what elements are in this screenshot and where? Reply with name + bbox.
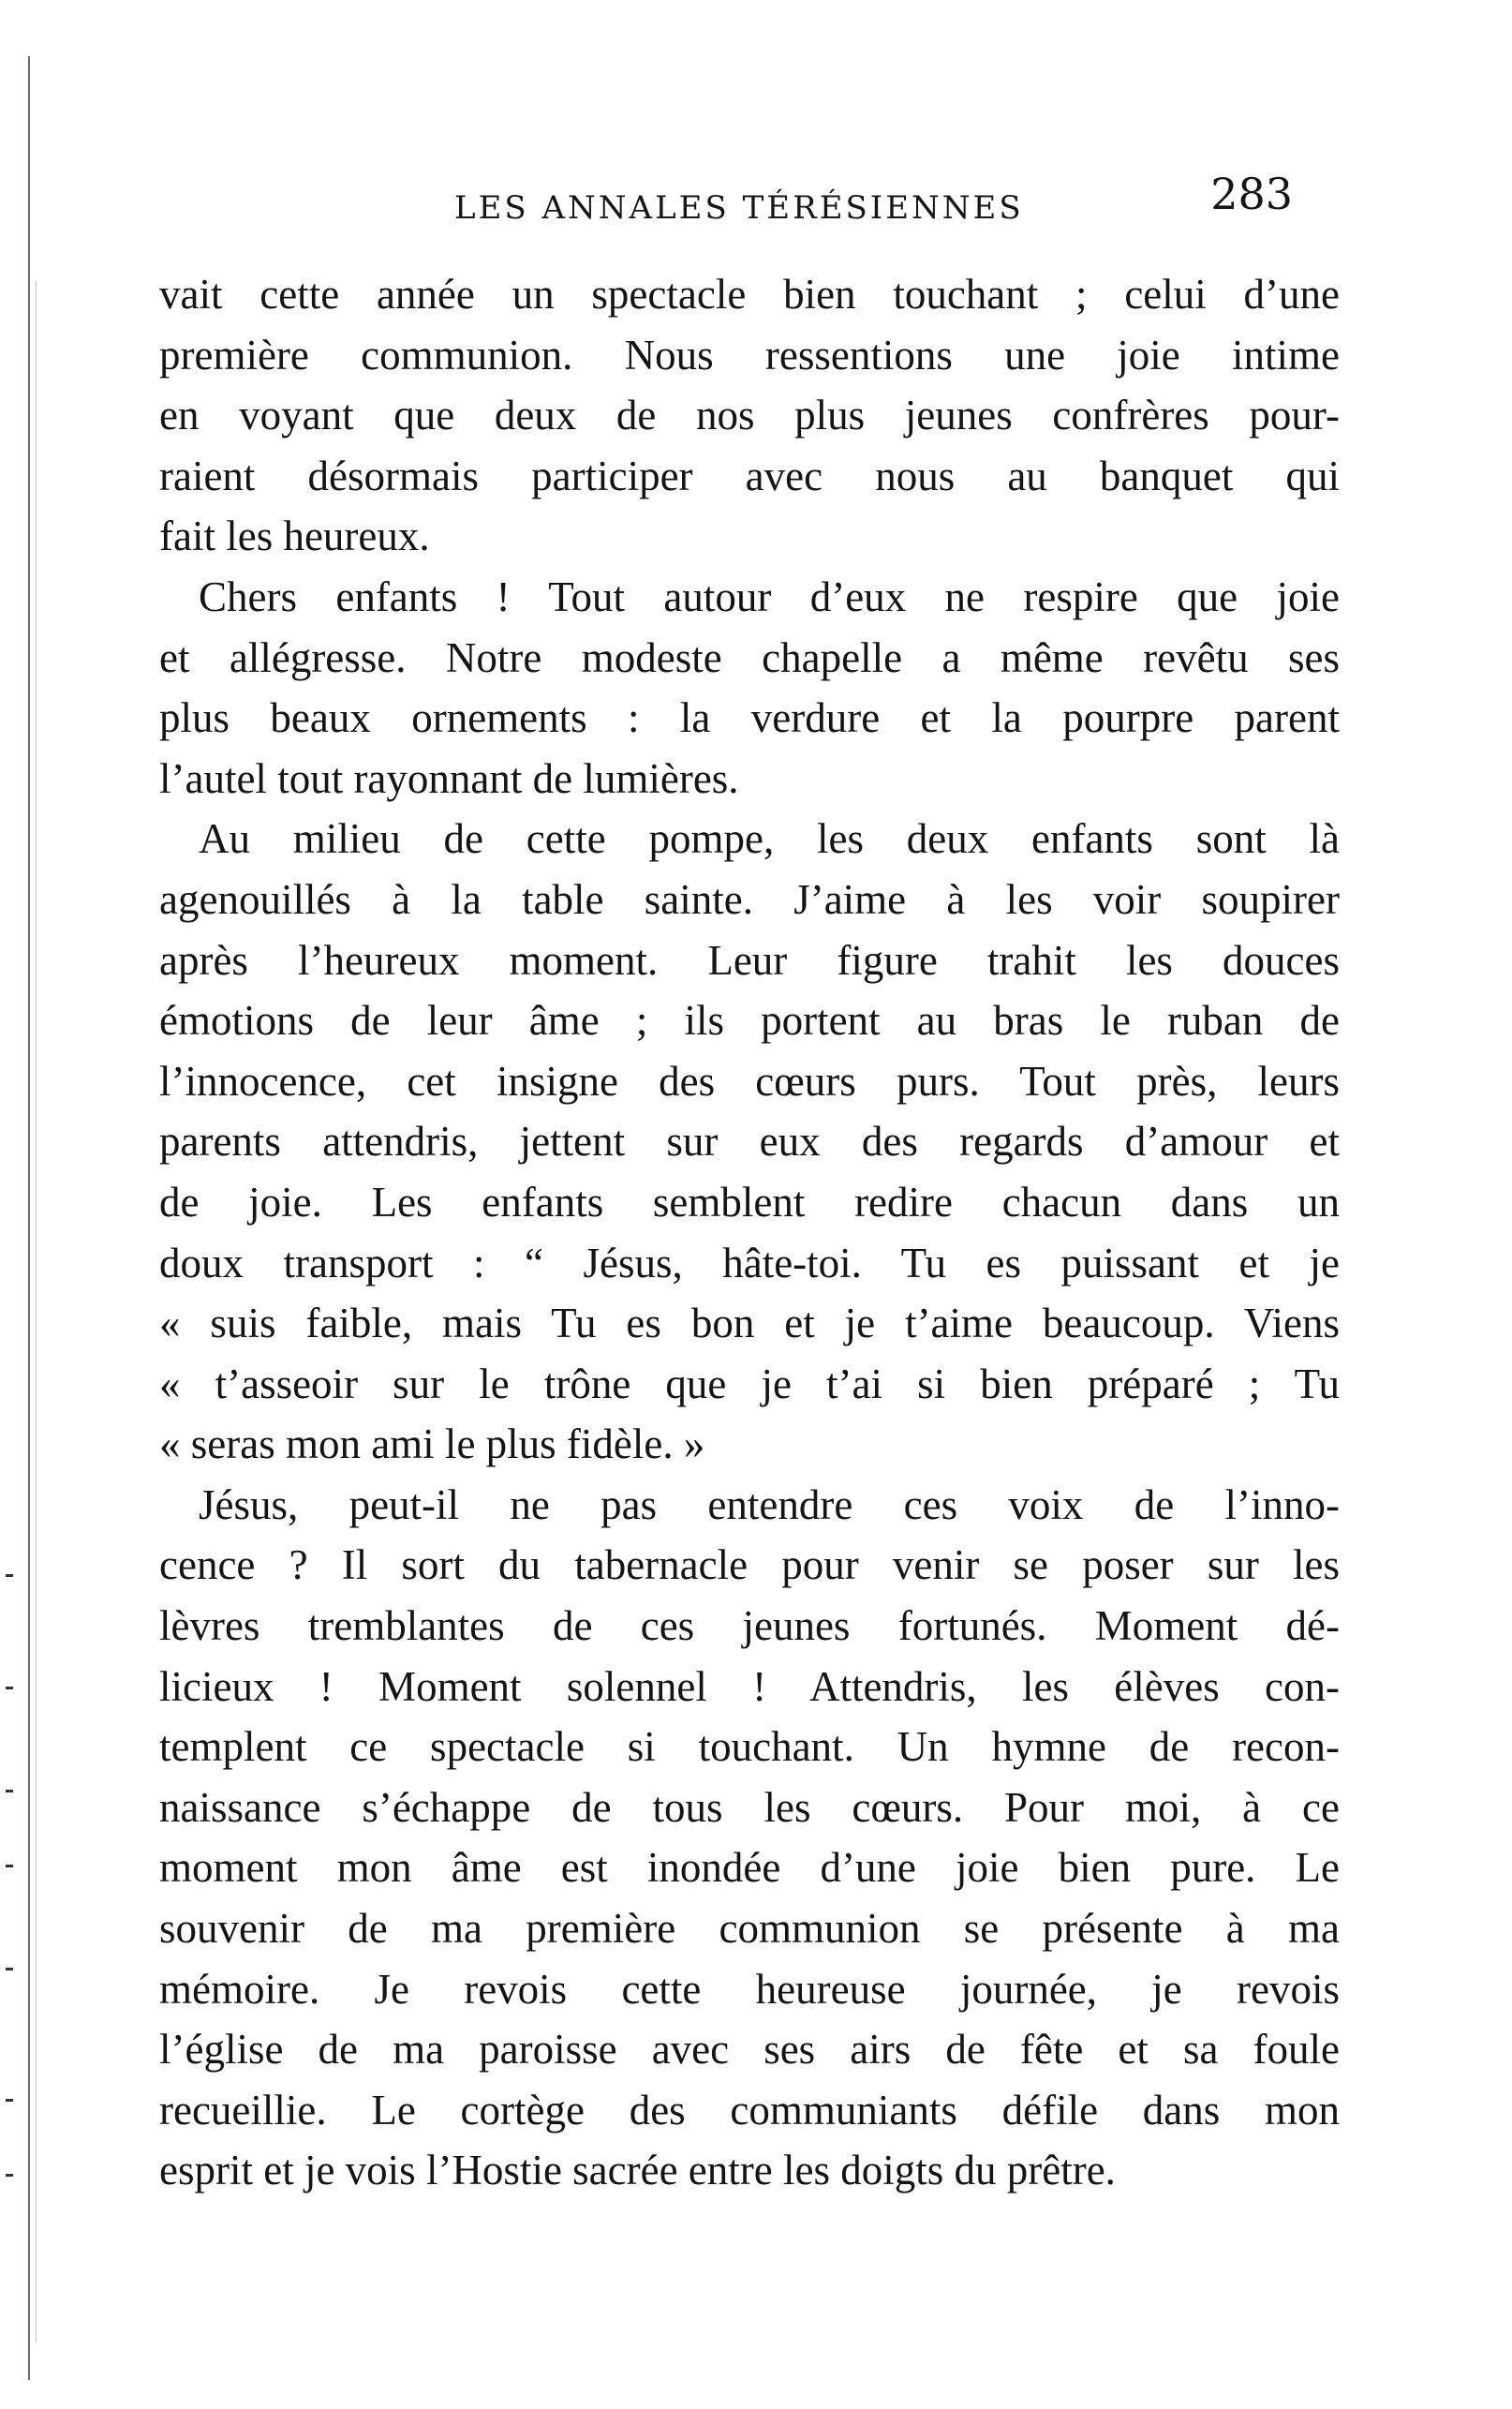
page-header [159, 169, 1358, 253]
text-line: licieux ! Moment solennel ! Attendris, les élèves con- [159, 1662, 1340, 1710]
text-line: esprit et je vois l’Hostie sacrée entre les doigts du prêtre. [159, 2147, 1116, 2194]
text-line: et allégresse. Notre modeste chapelle a même revêtu ses [159, 633, 1340, 681]
text-line: moment mon âme est inondée d’une joie bien pure. Le [159, 1844, 1340, 1892]
text-line: plus beaux ornements : la verdure et la pourpre parent [159, 694, 1340, 742]
text-line: de joie. Les enfants semblent redire chacun dans un [159, 1178, 1340, 1226]
text-line: parents attendris, jettent sur eux des regards d’amour et [159, 1118, 1340, 1166]
paragraph [159, 264, 1340, 567]
text-line: Chers enfants ! Tout autour d’eux ne respire que joie [199, 573, 1340, 620]
page-edge-shadow [36, 281, 37, 2342]
text-line: Au milieu de cette pompe, les deux enfants sont là [199, 815, 1340, 863]
paragraph [159, 809, 1340, 1475]
page-edge-line [28, 56, 30, 2380]
text-line: première communion. Nous ressentions une joie intime [159, 331, 1340, 379]
text-line: après l’heureux moment. Leur figure trahit les douces [159, 936, 1340, 984]
paragraph [159, 1475, 1340, 2201]
text-line: l’église de ma paroisse avec ses airs de fête et sa foule [159, 2026, 1340, 2074]
text-line: fait les heureux. [159, 513, 430, 560]
text-line: recueillie. Le cortège des communiants défile dans mon [159, 2086, 1340, 2134]
body-text [159, 264, 1340, 2201]
text-line: « t’asseoir sur le trône que je t’ai si bien préparé ; Tu [159, 1360, 1340, 1407]
text-line: agenouillés à la table sainte. J’aime à les voir soupirer [159, 875, 1340, 923]
text-line: Jésus, peut-il ne pas entendre ces voix de l’inno- [199, 1480, 1340, 1528]
text-line: cence ? Il sort du tabernacle pour venir se poser sur les [159, 1541, 1340, 1589]
text-line: émotions de leur âme ; ils portent au bras le ruban de [159, 997, 1340, 1045]
text-line: raient désormais participer avec nous au banquet qui [159, 452, 1340, 499]
paragraph [159, 567, 1340, 809]
text-line: l’autel tout rayonnant de lumières. [159, 754, 739, 802]
text-line: « suis faible, mais Tu es bon et je t’aime beaucoup. Viens [159, 1300, 1340, 1347]
page-number: 283 [1210, 169, 1293, 219]
text-line: templent ce spectacle si touchant. Un hymne de recon- [159, 1723, 1340, 1771]
text-line: doux transport : “ Jésus, hâte-toi. Tu es puissant et je [159, 1239, 1340, 1286]
text-line: en voyant que deux de nos plus jeunes confrères pour- [159, 392, 1340, 439]
text-line: mémoire. Je revois cette heureuse journée, je revois [159, 1965, 1340, 2013]
text-line: l’innocence, cet insigne des cœurs purs. Tout près, leurs [159, 1057, 1340, 1105]
text-line: lèvres tremblantes de ces jeunes fortunés. Moment dé- [159, 1602, 1340, 1650]
text-line: souvenir de ma première communion se présente à ma [159, 1905, 1340, 1953]
margin-marks [0, 1574, 28, 2230]
text-line: vait cette année un spectacle bien touchant ; celui d’une [159, 271, 1340, 318]
running-title: LES ANNALES TÉRÉSIENNES [454, 189, 1024, 227]
text-line: « seras mon ami le plus fidèle. » [159, 1420, 705, 1468]
text-line: naissance s’échappe de tous les cœurs. Pour moi, à ce [159, 1783, 1340, 1831]
